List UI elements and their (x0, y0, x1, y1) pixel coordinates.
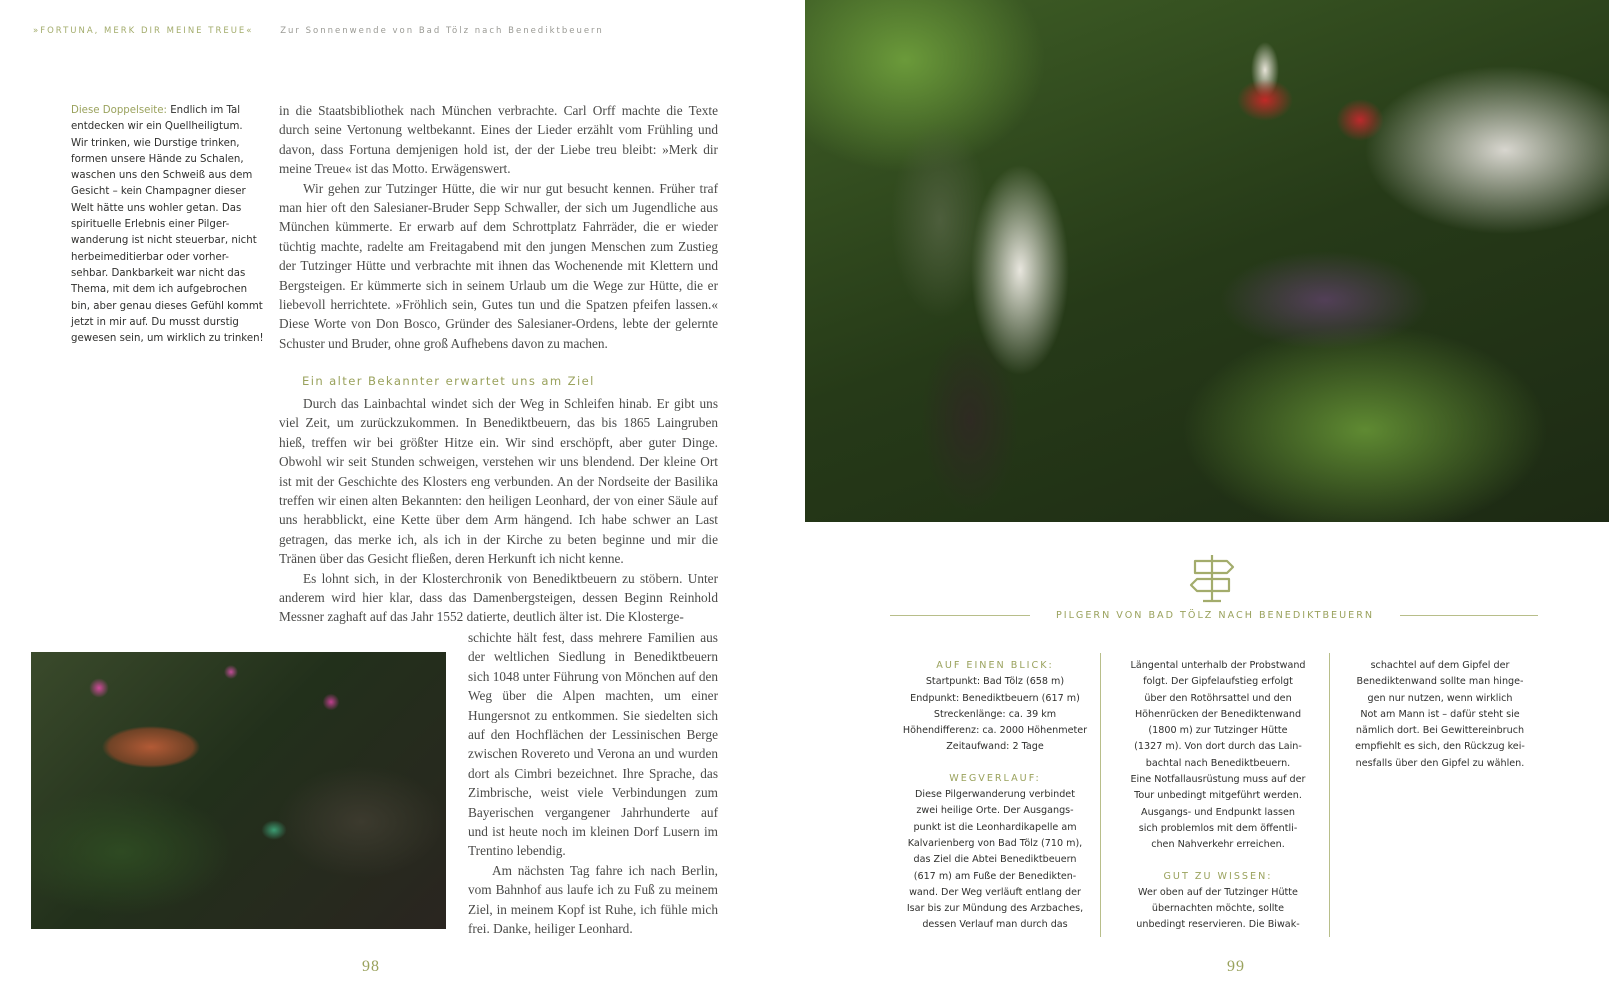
info-line: Isar bis zur Mündung des Arzbaches, (906, 903, 1084, 915)
info-line: Ausgangs- und Endpunkt lassen (1141, 806, 1295, 818)
caption-line: sehbar. Dankbarkeit war nicht das (71, 267, 246, 279)
running-head-subtitle: Zur Sonnenwende von Bad Tölz nach Benediktbeuern (280, 26, 604, 36)
info-line: nesfalls über den Gipfel zu wählen. (1355, 757, 1525, 769)
article-paragraph: Es lohnt sich, in der Klosterchronik von Benediktbeuern zu stöbern. Unter anderem wird hier klar, dass das Damenbergsteigen, dessen Beginn Reinhold Messner zaghaft auf das Jahr 1552 datierte, deutlich älter ist. Die Klosterge- (279, 570, 718, 625)
info-line: (617 m) am Fuße der Benedikten- (913, 870, 1077, 882)
info-line: bachtal nach Benediktbeuern. (1145, 757, 1291, 769)
info-line: gen nur nutzen, wenn wirklich (1367, 692, 1513, 704)
info-line: chen Nahverkehr erreichen. (1151, 839, 1285, 851)
article-paragraph: in die Staatsbibliothek nach München verbrachte. Carl Orff machte die Texte durch seine Vertonung weltbekannt. Eines der Lieder erzählt vom Frühling und davon, dass Fortuna demjenigen hold ist, der der Liebe treu bleibt: »Merk dir meine Treue« ist das Motto. Erwägenswert. (279, 103, 718, 177)
photo-spring-shrine (31, 652, 446, 929)
info-column-1 (885, 658, 1105, 934)
caption-line: waschen uns den Schweiß aus dem (71, 170, 253, 182)
info-line: Not am Mann ist – dafür steht sie (1360, 708, 1520, 720)
page-number-left: 98 (362, 958, 380, 975)
info-line: Tour unbedingt mitgeführt werden. (1134, 790, 1302, 802)
caption-line: Welt hätte uns wohler getan. Das (71, 202, 242, 214)
article-subheading: Ein alter Bekannter erwartet uns am Ziel (302, 374, 595, 388)
info-line: schachtel auf dem Gipfel der (1370, 660, 1510, 671)
info-line: dessen Verlauf man durch das (922, 919, 1068, 931)
article-column-beside-photo (468, 628, 718, 939)
route-heading: WEGVERLAUF: (949, 772, 1041, 784)
article-column-middle (279, 394, 718, 627)
info-line: über den Rotöhrsattel und den (1144, 692, 1292, 704)
photo-caption-note (71, 103, 266, 347)
caption-line: Wir trinken, wie Durstige trinken, (71, 137, 240, 149)
info-line: Streckenlänge: ca. 39 km (933, 708, 1057, 720)
caption-line: spirituelle Erlebnis einer Pilger- (71, 219, 230, 231)
caption-line: gewesen sein, um wirklich zu trinken! (71, 333, 264, 345)
info-line: (1800 m) zur Tutzinger Hütte (1148, 725, 1288, 737)
info-line: sich problemlos mit dem öffentli- (1138, 822, 1298, 834)
running-head (33, 26, 604, 36)
tips-heading: GUT ZU WISSEN: (1163, 870, 1273, 882)
caption-line: Thema, mit dem ich aufgebrochen (71, 284, 248, 296)
info-line: Eine Notfallausrüstung muss auf der (1130, 774, 1306, 786)
info-line: wand. Der Weg verläuft entlang der (909, 886, 1081, 898)
info-line: Höhenrücken der Benediktenwand (1134, 708, 1302, 720)
info-line: Endpunkt: Benediktbeuern (617 m) (910, 692, 1080, 704)
info-column-3 (1330, 658, 1550, 772)
article-paragraph: Wir gehen zur Tutzinger Hütte, die wir nur gut besucht kennen. Früher traf man hier oft den Salesianer-Bruder Sepp Schwaller, der sich um Jugendliche aus München kümmerte. Er erwarb auf dem Schrottplatz Fahrräder, die er wieder tüchtig machte, radelte am Freitagabend mit den jungen Menschen zum Zustieg der Tutzinger Hütte und verbrachte mit ihnen das Wochenende mit Klettern und Bergsteigen. Er kümmerte sich in seinem Urlaub um die Wege zur Hütte, die er liebevoll herrichtete. »Fröhlich sein, Gutes tun und die Spatzen pfeifen lassen.« Diese Worte von Don Bosco, Gründer des Salesianer-Ordens, lebte der gelernte Schuster und Bruder, ohne groß Aufhebens davon zu machen. (279, 180, 718, 351)
title-rule-left (890, 615, 1030, 616)
caption-line: entdecken wir ein Quellheiligtum. (71, 121, 243, 133)
caption-line: herbeimeditierbar oder vorher- (71, 251, 229, 263)
article-paragraph: Am nächsten Tag fahre ich nach Berlin, vom Bahnhof aus laufe ich zu Fuß zu meinem Ziel, in meinem Kopf ist Ruhe, ich fühle mich frei. Danke, heiliger Leonhard. (468, 862, 718, 937)
page-number-right: 99 (1227, 958, 1245, 975)
caption-line: wanderung ist nicht steuerbar, nicht (71, 235, 257, 247)
info-line: zwei heilige Orte. Der Ausgangs- (916, 805, 1074, 817)
info-line: übernachten möchte, sollte (1151, 903, 1285, 915)
caption-line: jetzt in mir auf. Du musst durstig (71, 316, 239, 328)
info-line: (1327 m). Von dort durch das Lain- (1134, 741, 1302, 753)
info-column-2 (1108, 658, 1328, 934)
info-line: das Ziel die Abtei Benediktbeuern (913, 854, 1077, 866)
info-box-title: PILGERN VON BAD TÖLZ NACH BENEDIKTBEUERN (1055, 610, 1375, 621)
info-line: Diese Pilgerwanderung verbindet (915, 789, 1075, 801)
caption-lead: Diese Doppelseite: (71, 105, 167, 116)
info-line: punkt ist die Leonhardikapelle am (913, 821, 1077, 833)
caption-line: Gesicht – kein Champagner dieser (71, 186, 246, 198)
info-line: Zeitaufwand: 2 Tage (946, 741, 1044, 753)
caption-line: formen unsere Hände zu Schalen, (71, 153, 244, 165)
signpost-icon (1189, 553, 1235, 603)
info-line: Kalvarienberg von Bad Tölz (710 m), (907, 837, 1083, 849)
running-head-title: »FORTUNA, MERK DIR MEINE TREUE« (33, 26, 254, 36)
article-column-top (279, 101, 718, 353)
article-paragraph: schichte hält fest, dass mehrere Familien aus der weltlichen Siedlung in Benediktbeuern sich 1048 unter Führung von Mönchen auf den Weg über die Alpen machten, um einer Hungersnot zu entkommen. Sie siedelten sich auf den Hochflächen der Lessinischen Berge zwischen Rovereto und Verona an und wurden dort als Cimbri bezeichnet. Ihre Sprache, das Zimbrische, weist viele Verbindungen zum Bayerischen vergangener Jahrhunderte auf und ist heute noch im kleinen Dorf Lusern im Trentino lebendig. (468, 630, 719, 859)
info-line: Startpunkt: Bad Tölz (658 m) (925, 676, 1065, 688)
caption-line: Endlich im Tal (166, 105, 241, 116)
info-line: nämlich dort. Bei Gewittereinbruch (1355, 725, 1525, 737)
info-line: Wer oben auf der Tutzinger Hütte (1138, 886, 1298, 898)
title-rule-right (1400, 615, 1538, 616)
info-line: folgt. Der Gipfelaufstieg erfolgt (1143, 676, 1293, 688)
caption-line: bin, aber genau dieses Gefühl kommt (71, 300, 263, 312)
info-line: Benediktenwand sollte man hinge- (1356, 676, 1524, 688)
info-line: empfiehlt es sich, den Rückzug kei- (1355, 741, 1525, 753)
photo-pilgrim-at-shrine (805, 0, 1609, 522)
info-line: Längental unterhalb der Probstwand (1130, 660, 1306, 671)
info-line: unbedingt reservieren. Die Biwak- (1136, 919, 1300, 931)
article-paragraph: Durch das Lainbachtal windet sich der Weg in Schleifen hinab. Er gibt uns viel Zeit, um zurückzukommen. In Benediktbeuern, das bis 1865 Laingruben hieß, treffen wir bei größter Hitze ein. Wir sind erschöpft, aber guter Dinge. Obwohl wir seit Stunden schweigen, verstehen wir uns blendend. Der kleine Ort ist mit der Geschichte des Klosters eng verbunden. An der Nordseite der Basilika treffen wir einen alten Bekannten: den heiligen Leonhard, der von einer Säule auf uns herabblickt, eine Kette über dem Arm hängend. Ich habe schwer an Last getragen, das merke ich, als ich in der Kirche zu beten beginne und mir die Tränen über das Gesicht fließen, deren Herkunft ich nicht kenne. (279, 396, 718, 567)
at-a-glance-heading: AUF EINEN BLICK: (936, 660, 1054, 671)
info-line: Höhendifferenz: ca. 2000 Höhenmeter (902, 725, 1088, 737)
